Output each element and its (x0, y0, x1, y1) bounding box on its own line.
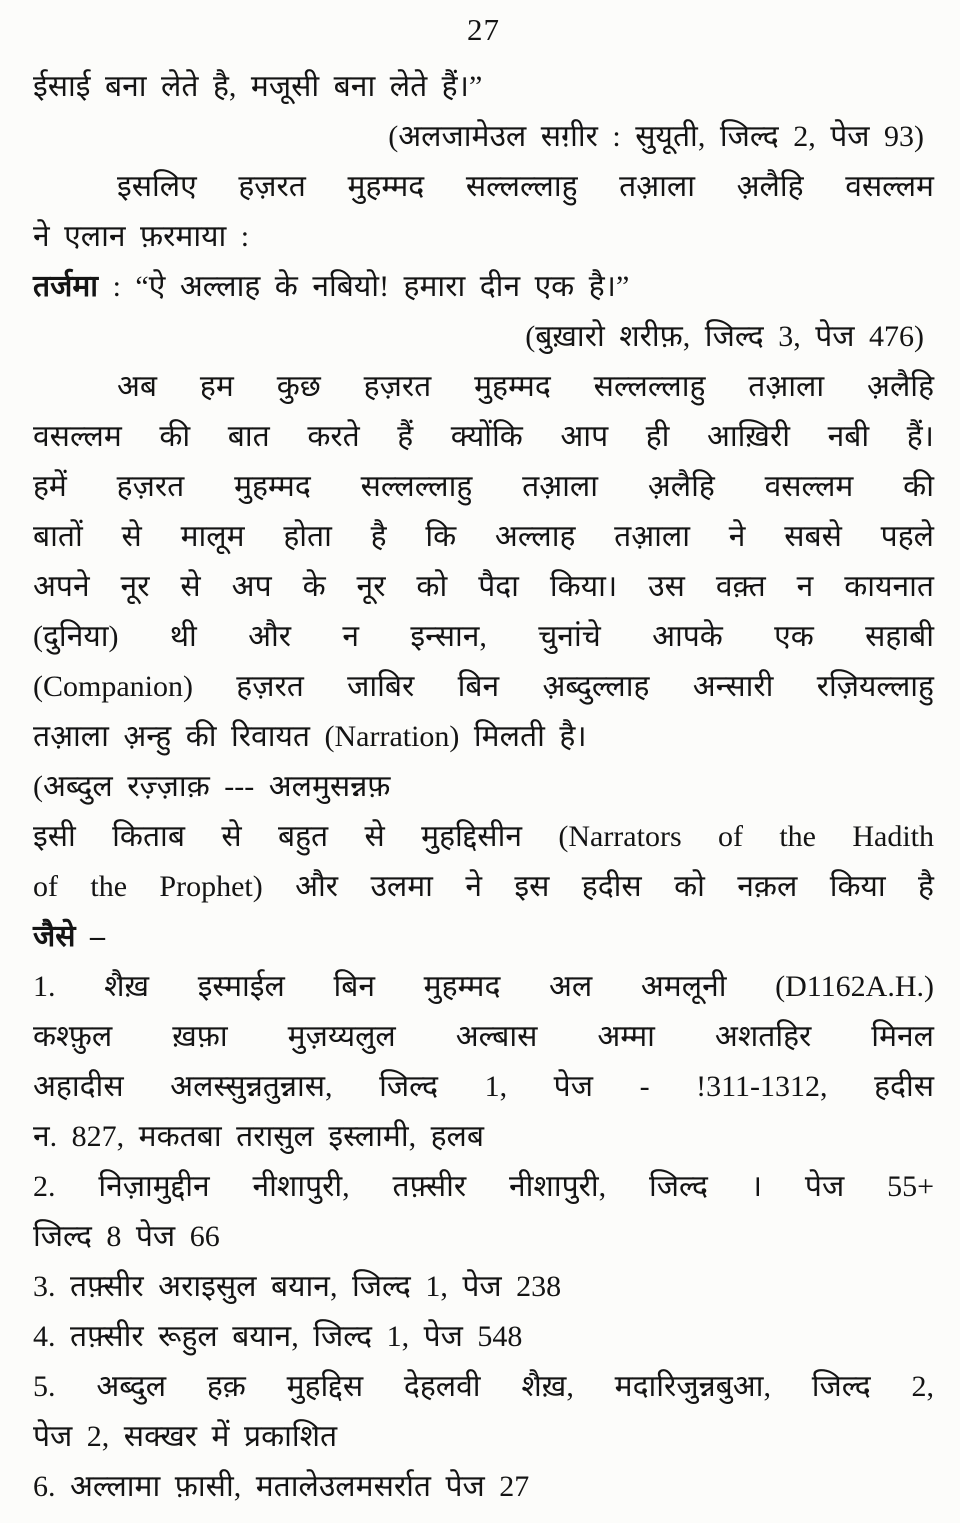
list-item-5-cont: पेज 2, सक्खर में प्रकाशित (33, 1420, 338, 1453)
list-item-1-cont: कश्फ़ुल ख़फ़ा मुज़य्यलुल अल्बास अम्मा अशतहिर मिनल (33, 1020, 934, 1053)
text-line: जैसे – (33, 920, 106, 953)
text-line: तआ़ला अ़न्हु की रिवायत (Narration) मिलती है। (33, 720, 587, 753)
citation-line: (बुख़ारो शरीफ़, जिल्द 3, पेज 476) (525, 320, 924, 353)
list-item-5: 5. अब्दुल हक़ मुहद्दिस देहलवी शैख़, मदारिजुन्नबुआ, जिल्द 2, (33, 1370, 934, 1403)
text-line: ईसाई बना लेते है, मजूसी बना लेते हैं।” (33, 70, 483, 103)
text-line: of the Prophet) और उलमा ने इस हदीस को नक़ल किया है (33, 870, 934, 903)
citation-line: (अलजामेउल सग़ीर : सुयूती, जिल्द 2, पेज 93) (388, 120, 924, 153)
text-line: इसलिए हज़रत मुहम्मद सल्लल्लाहु तआ़ला अ़लैहि वसल्लम (117, 170, 934, 203)
text-line: हमें हज़रत मुहम्मद सल्लल्लाहु तआ़ला अ़लैहि वसल्लम की (33, 470, 934, 503)
list-item-1-cont: न. 827, मकतबा तरासुल इस्लामी, हलब (33, 1120, 485, 1153)
page-number: 27 (467, 12, 500, 47)
text-line: (Companion) हज़रत जाबिर बिन अ़ब्दुल्लाह अन्सारी रज़ियल्लाहु (33, 670, 934, 703)
citation-line: (अब्दुल रज़्ज़ाक़ --- अलमुसन्नफ़ (33, 770, 391, 803)
translation-label: तर्जमा (33, 270, 99, 303)
list-item-2: 2. निज़ामुद्दीन नीशापुरी, तफ़्सीर नीशापुरी, जिल्द । पेज 55+ (33, 1170, 934, 1203)
list-item-3: 3. तफ़्सीर अराइसुल बयान, जिल्द 1, पेज 238 (33, 1270, 562, 1303)
list-item-4: 4. तफ़्सीर रूहुल बयान, जिल्द 1, पेज 548 (33, 1320, 523, 1353)
list-item-1-cont: अहादीस अलस्सुन्नतुन्नास, जिल्द 1, पेज - !311-1312, हदीस (33, 1070, 934, 1103)
translation-text: : “ऐ अल्लाह के नबियो! हमारा दीन एक है।” (98, 270, 630, 303)
text-line: अपने नूर से अप के नूर को पैदा किया। उस वक़्त न कायनात (33, 570, 934, 603)
text-line: बातों से मालूम होता है कि अल्लाह तआ़ला ने सबसे पहले (33, 520, 934, 553)
text-line: अब हम कुछ हज़रत मुहम्मद सल्लल्लाहु तआ़ला अ़लैहि (117, 370, 934, 403)
text-line: ने एलान फ़रमाया : (33, 220, 250, 253)
text-line: इसी किताब से बहुत से मुहद्दिसीन (Narrators of the Hadith (33, 820, 934, 853)
text-line: वसल्लम की बात करते हैं क्योंकि आप ही आख़िरी नबी हैं। (33, 420, 934, 453)
list-item-2-cont: जिल्द 8 पेज 66 (33, 1220, 220, 1253)
page-text (33, 62, 934, 1512)
list-item-1: 1. शैख़ इस्माईल बिन मुहम्मद अल अमलूनी (D1162A.H.) (33, 970, 934, 1003)
list-item-6: 6. अल्लामा फ़ासी, मतालेउलमसर्रात पेज 27 (33, 1470, 530, 1503)
text-line: (दुनिया) थी और न इन्सान, चुनांचे आपके एक सहाबी (33, 620, 934, 653)
translation-line (33, 262, 934, 312)
